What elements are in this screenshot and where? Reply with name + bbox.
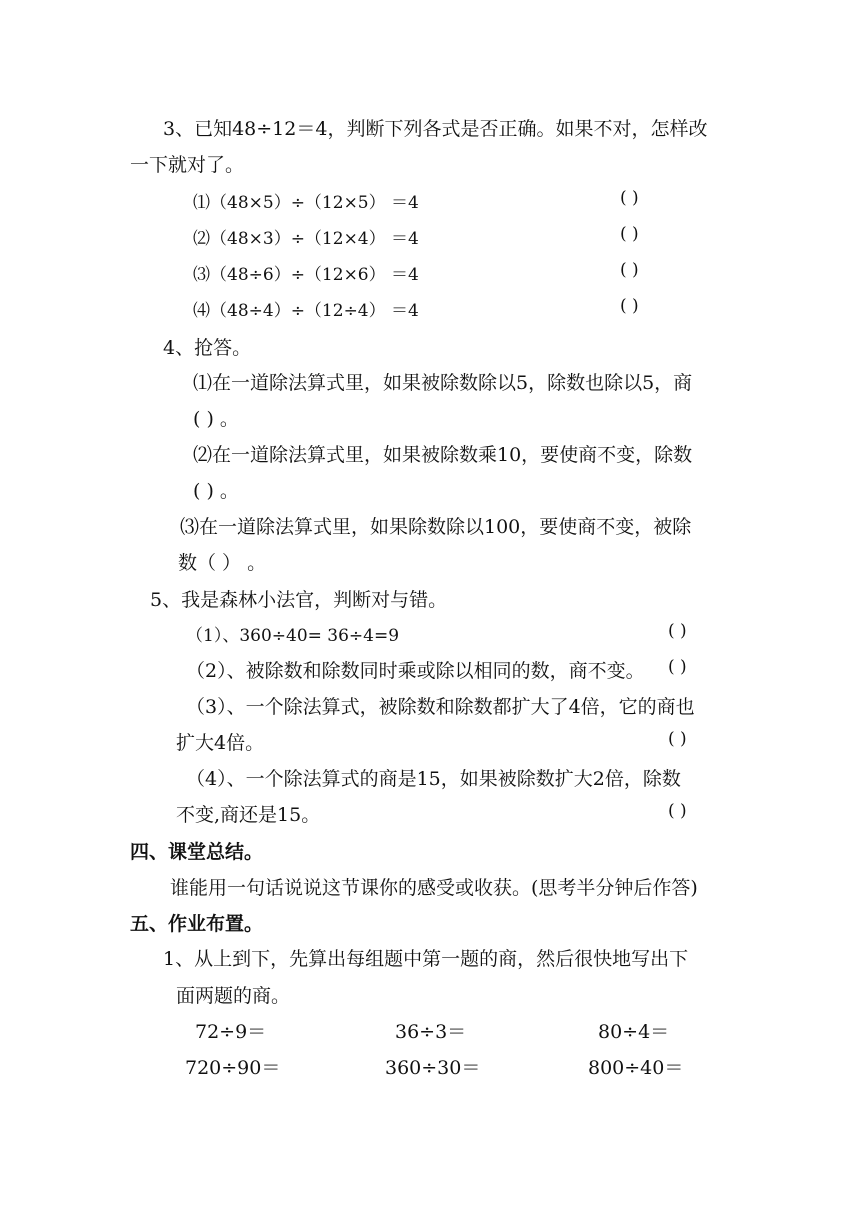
q5-item-1: （1）、360÷40= 36÷4=9 <box>186 626 400 646</box>
q4-item-1-line2[interactable]: ( ) 。 <box>193 408 239 430</box>
homework-problem: 72÷9＝ <box>195 1021 267 1043</box>
q4-item-1-line1: ⑴在一道除法算式里，如果被除数除以5，除数也除以5，商 <box>193 372 693 394</box>
q3-item-1-blank[interactable]: ( ) <box>620 188 639 208</box>
q5-item-3-blank[interactable]: ( ) <box>668 729 687 749</box>
section4-text: 谁能用一句话说说这节课你的感受或收获。(思考半分钟后作答) <box>170 877 698 899</box>
q5-item-3-line2: 扩大4倍。 <box>176 732 265 754</box>
section4-heading: 四、课堂总结。 <box>130 841 264 863</box>
q5-item-4-blank[interactable]: ( ) <box>668 801 687 821</box>
section5-heading: 五、作业布置。 <box>130 913 264 935</box>
q4-item-3-line2[interactable]: 数（ ） 。 <box>178 552 267 574</box>
q3-item-3-blank[interactable]: ( ) <box>620 260 639 280</box>
q5-item-4-line1: （4）、一个除法算式的商是15，如果被除数扩大2倍，除数 <box>186 768 681 790</box>
homework-problem: 36÷3＝ <box>395 1021 467 1043</box>
q5-item-1-blank[interactable]: ( ) <box>668 621 687 641</box>
q3-item-2: ⑵（48×3）÷（12×4） ＝4 <box>193 229 419 249</box>
q3-item-4-blank[interactable]: ( ) <box>620 296 639 316</box>
q5-item-2-blank[interactable]: ( ) <box>668 657 687 677</box>
homework-problem: 800÷40＝ <box>588 1057 684 1079</box>
q5-item-4-line2: 不变,商还是15。 <box>176 804 321 826</box>
q3-item-2-blank[interactable]: ( ) <box>620 224 639 244</box>
q5-item-2: （2）、被除数和除数同时乘或除以相同的数，商不变。 <box>186 660 645 682</box>
q4-title: 4、抢答。 <box>163 337 252 359</box>
q4-item-2-line2[interactable]: ( ) 。 <box>193 480 239 502</box>
homework-problem: 360÷30＝ <box>385 1057 481 1079</box>
q4-item-3-line1: ⑶在一道除法算式里，如果除数除以100，要使商不变，被除 <box>180 516 692 538</box>
q5-item-3-line1: （3）、一个除法算式，被除数和除数都扩大了4倍，它的商也 <box>186 696 695 718</box>
section5-task-line2: 面两题的商。 <box>176 985 291 1007</box>
q3-line1: 3、已知48÷12＝4，判断下列各式是否正确。如果不对，怎样改 <box>163 118 708 140</box>
q5-title: 5、我是森林小法官，判断对与错。 <box>150 589 448 611</box>
q3-item-1: ⑴（48×5）÷（12×5） ＝4 <box>193 193 419 213</box>
section5-task-line1: 1、从上到下，先算出每组题中第一题的商，然后很快地写出下 <box>163 948 689 970</box>
homework-problem: 80÷4＝ <box>598 1021 670 1043</box>
q3-line2: 一下就对了。 <box>130 154 245 176</box>
q3-item-3: ⑶（48÷6）÷（12×6） ＝4 <box>193 265 419 285</box>
q3-item-4: ⑷（48÷4）÷（12÷4） ＝4 <box>193 301 419 321</box>
q4-item-2-line1: ⑵在一道除法算式里，如果被除数乘10，要使商不变，除数 <box>193 444 693 466</box>
homework-problem: 720÷90＝ <box>185 1057 281 1079</box>
